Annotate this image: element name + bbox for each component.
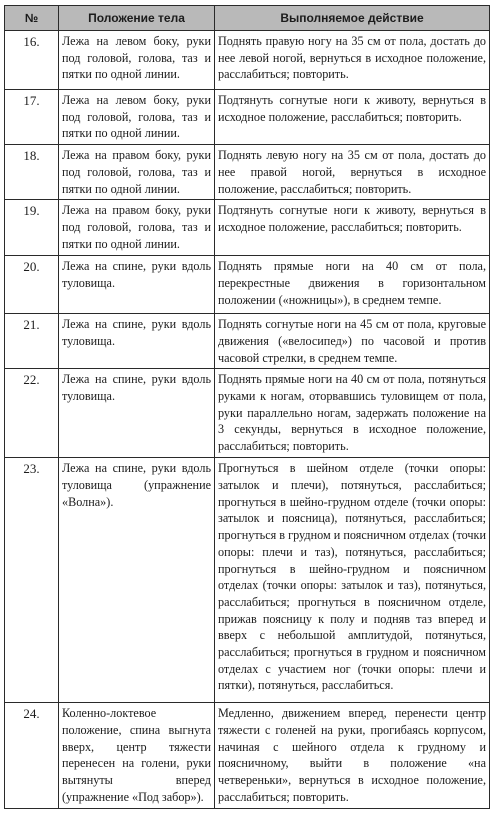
table-row [5,256,490,314]
exercise-number: 16. [5,31,59,90]
exercise-action: Поднять левую ногу на 35 см от пола, достать до нее правой ногой, вернуться в исходное положение, расслабиться; повторить. [215,145,490,200]
exercise-action: Поднять прямые ноги на 40 см от пола, перекрестные движения в горизонтальном положении («ножницы»), в среднем темпе. [215,256,490,314]
exercise-number: 18. [5,145,59,200]
body-position: Лежа на правом боку, руки под головой, голова, таз и пятки по одной линии. [59,145,215,200]
exercise-table [4,5,490,809]
body-position: Лежа на левом боку, руки под головой, голова, таз и пятки по одной линии. [59,31,215,90]
table-row [5,90,490,145]
body-position: Лежа на спине, руки вдоль туловища. [59,256,215,314]
body-position: Лежа на спине, руки вдоль туловища (упражнение «Волна»). [59,458,215,703]
body-position: Коленно-локтевое положение, спина выгнута вверх, центр тяжести перенесен на голени, руки вытянуты вперед (упражнение «Под забор»). [59,703,215,808]
exercise-number: 21. [5,314,59,369]
header-body-position: Положение тела [59,6,215,31]
body-position: Лежа на правом боку, руки под головой, голова, таз и пятки по одной линии. [59,200,215,256]
exercise-action: Медленно, движением вперед, перенести центр тяжести с голеней на руки, прогибаясь корпусом, начиная с шейного отдела к грудному и поясничному, выйти в положение «на четвереньки», вернуться в исходное положение, расслабиться; повторить. [215,703,490,808]
exercise-action: Подтянуть согнутые ноги к животу, вернуться в исходное положение, расслабиться; повторить. [215,90,490,145]
table-row [5,145,490,200]
exercise-action: Прогнуться в шейном отделе (точки опоры: затылок и плечи), потянуться, расслабиться; прогнуться в шейно-грудном отделе (точки опоры: затылок и поясница), потянуться, расслабиться; прогнуться в грудном и поясничном отделах (точки опоры: плечи и таз), потянуться, расслабиться; прогнуться в шейно-грудном и поясничном отделах (точки опоры: затылок и таз), потянуться, расслабиться; прогнуться в поясничном отделе, прижав поясницу к полу и подняв таз вперед и вверх с небольшой амплитудой, потянуться, расслабиться; прогнуться в грудном и поясничном отделах с участием ног (точки опоры: плечи и пятки), потянуться, расслабиться. [215,458,490,703]
table-row [5,314,490,369]
exercise-number: 17. [5,90,59,145]
table-row [5,703,490,808]
exercise-number: 19. [5,200,59,256]
header-number: № [5,6,59,31]
body-position: Лежа на спине, руки вдоль туловища. [59,369,215,458]
exercise-number: 20. [5,256,59,314]
table-row [5,369,490,458]
body-position: Лежа на левом боку, руки под головой, голова, таз и пятки по одной линии. [59,90,215,145]
exercise-number: 22. [5,369,59,458]
body-position: Лежа на спине, руки вдоль туловища. [59,314,215,369]
exercise-action: Подтянуть согнутые ноги к животу, вернуться в исходное положение, расслабиться; повторить. [215,200,490,256]
table-row [5,31,490,90]
exercise-action: Поднять согнутые ноги на 45 см от пола, круговые движения («велосипед») по часовой и против часовой стрелки, в среднем темпе. [215,314,490,369]
exercise-number: 23. [5,458,59,703]
exercise-number: 24. [5,703,59,808]
exercise-table-page [4,5,489,809]
exercise-action: Поднять правую ногу на 35 см от пола, достать до нее левой ногой, вернуться в исходное положение, расслабиться; повторить. [215,31,490,90]
table-row [5,200,490,256]
header-action: Выполняемое действие [215,6,490,31]
table-row [5,458,490,703]
exercise-action: Поднять прямые ноги на 40 см от пола, потянуться руками к ногам, оторвавшись туловищем от пола, руки параллельно ногам, задержать положение на 3 секунды, вернуться в исходное положение, расслабиться; повторить. [215,369,490,458]
table-header-row [5,6,490,31]
